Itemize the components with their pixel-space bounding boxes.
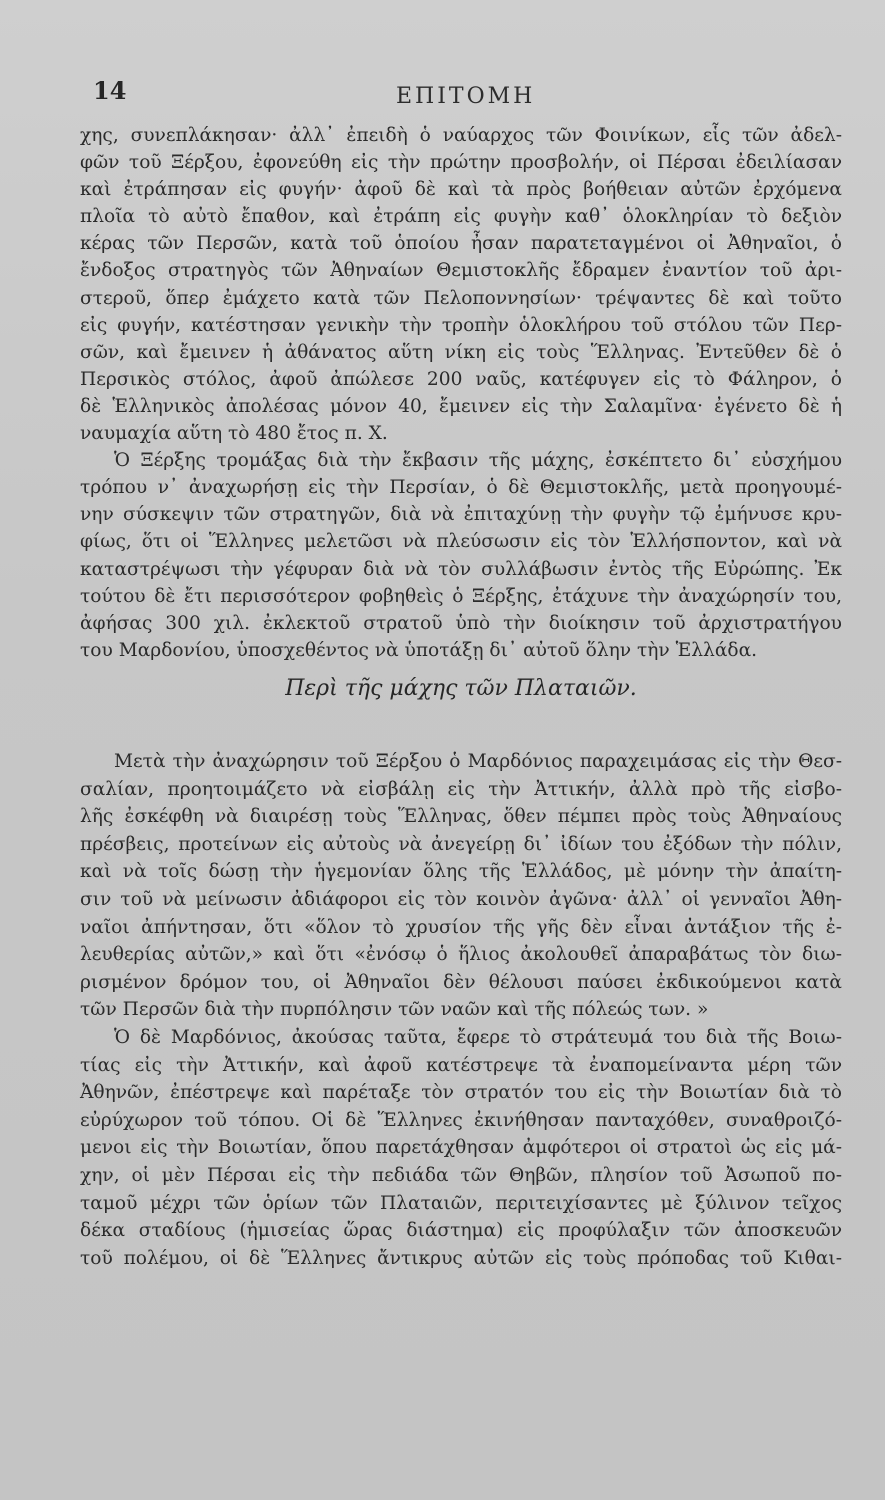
text-line: ταμοῦ μέχρι τῶν ὁρίων τῶν Πλαταιῶν, περιτειχίσαντες μὲ ξύλινον τεῖχος: [80, 1192, 842, 1214]
text-line: Μετὰ τὴν ἀναχώρησιν τοῦ Ξέρξου ὁ Μαρδόνιος παραχειμάσας εἰς τὴν Θεσ-: [114, 751, 842, 772]
text-line: εἰς φυγήν, κατέστησαν γενικὴν τὴν τροπὴν ὁλοκλήρου τοῦ στόλου τῶν Περ-: [80, 314, 842, 336]
paragraph-4: [80, 1024, 842, 1272]
text-line: λῆς ἐσκέφθη νὰ διαιρέσῃ τοὺς Ἕλληνας, ὅθεν πέμπει πρὸς τοὺς Ἀθηναίους: [80, 806, 842, 828]
text-line: ναῖοι ἀπήντησαν, ὅτι «ὅλον τὸ χρυσίον τῆς γῆς δὲν εἶναι ἀντάξιον τῆς ἐ-: [80, 916, 842, 938]
text-line: σαλίαν, προητοιμάζετο νὰ εἰσβάλῃ εἰς τὴν Ἀττικήν, ἀλλὰ πρὸ τῆς εἰσβο-: [80, 778, 842, 800]
text-line: καταστρέψωσι τὴν γέφυραν διὰ νὰ τὸν συλλάβωσιν ἐντὸς τῆς Εὐρώπης. Ἐκ: [80, 558, 842, 580]
text-line: Ὁ Ξέρξης τρομάξας διὰ τὴν ἔκβασιν τῆς μάχης, ἐσκέπτετο δι᾽ εὐσχήμου: [114, 450, 842, 472]
text-line: λευθερίας αὐτῶν,» καὶ ὅτι «ἐνόσῳ ὁ ἥλιος ἀκολουθεῖ ἀπαραβάτως τὸν διω-: [80, 944, 842, 966]
text-line: τῶν Περσῶν διὰ τὴν πυρπόλησιν τῶν ναῶν καὶ τῆς πόλεώς των. »: [80, 999, 709, 1021]
text-line: πρέσβεις, προτείνων εἰς αὐτοὺς νὰ ἀνεγείρῃ δι᾽ ἰδίων του ἐξόδων τὴν πόλιν,: [80, 833, 842, 855]
text-line: ἀφήσας 300 χιλ. ἐκλεκτοῦ στρατοῦ ὑπὸ τὴν διοίκησιν τοῦ ἀρχιστρατήγου: [80, 612, 842, 634]
text-line: εὐρύχωρον τοῦ τόπου. Οἱ δὲ Ἕλληνες ἐκινήθησαν πανταχόθεν, συναθροιζό-: [80, 1109, 842, 1131]
text-line: Περσικὸς στόλος, ἀφοῦ ἀπώλεσε 200 ναῦς, κατέφυγεν εἰς τὸ Φάληρον, ὁ: [80, 368, 842, 390]
upper-text-block: [80, 122, 842, 712]
lower-text-block: [80, 748, 842, 1272]
text-line: ρισμένον δρόμον του, οἱ Ἀθηναῖοι δὲν θέλουσι παύσει ἐκδικούμενοι κατὰ: [80, 971, 842, 993]
text-line: Ὁ δὲ Μαρδόνιος, ἀκούσας ταῦτα, ἔφερε τὸ στράτευμά του διὰ τῆς Βοιω-: [114, 1026, 842, 1048]
text-line: κέρας τῶν Περσῶν, κατὰ τοῦ ὁποίου ἦσαν παρατεταγμένοι οἱ Ἀθηναῖοι, ὁ: [80, 233, 842, 255]
paragraph-2: [80, 447, 842, 664]
text-line: του Μαρδονίου, ὑποσχεθέντος νὰ ὑποτάξῃ δι᾽ αὐτοῦ ὅλην τὴν Ἑλλάδα.: [80, 639, 758, 661]
paragraph-3: [80, 748, 842, 1024]
text-line: σιν τοῦ νὰ μείνωσιν ἀδιάφοροι εἰς τὸν κοινὸν ἀγῶνα· ἀλλ᾽ οἱ γενναῖοι Ἀθη-: [80, 888, 842, 910]
text-line: τίας εἰς τὴν Ἀττικήν, καὶ ἀφοῦ κατέστρεψε τὰ ἐναπομείναντα μέρη τῶν: [80, 1054, 842, 1076]
text-line: δέκα σταδίους (ἡμισείας ὥρας διάστημα) εἰς προφύλαξιν τῶν ἀποσκευῶν: [80, 1220, 842, 1242]
text-line: νην σύσκεψιν τῶν στρατηγῶν, διὰ νὰ ἐπιταχύνῃ τὴν φυγὴν τῷ ἐμήνυσε κρυ-: [80, 504, 842, 526]
text-line: μενοι εἰς τὴν Βοιωτίαν, ὅπου παρετάχθησαν ἀμφότεροι οἱ στρατοὶ ὡς εἰς μά-: [80, 1137, 842, 1159]
text-line: πλοῖα τὸ αὐτὸ ἔπαθον, καὶ ἐτράπη εἰς φυγὴν καθ᾽ ὁλοκληρίαν τὸ δεξιὸν: [80, 206, 842, 228]
text-line: καὶ νὰ τοῖς δώσῃ τὴν ἡγεμονίαν ὅλης τῆς Ἑλλάδος, μὲ μόνην τὴν ἀπαίτη-: [80, 861, 842, 883]
running-head: ΕΠΙΤΟΜΗ: [396, 84, 536, 109]
text-line: δὲ Ἑλληνικὸς ἀπολέσας μόνον 40, ἔμεινεν εἰς τὴν Σαλαμῖνα· ἐγένετο δὲ ἡ: [80, 395, 842, 417]
section-title: Περὶ τῆς μάχης τῶν Πλαταιῶν.: [285, 675, 637, 701]
text-line: χης, συνεπλάκησαν· ἀλλ᾽ ἐπειδὴ ὁ ναύαρχος τῶν Φοινίκων, εἷς τῶν ἀδελ-: [80, 125, 842, 146]
text-line: φίως, ὅτι οἱ Ἕλληνες μελετῶσι νὰ πλεύσωσιν εἰς τὸν Ἑλλήσποντον, καὶ νὰ: [80, 531, 842, 553]
text-line: στεροῦ, ὅπερ ἐμάχετο κατὰ τῶν Πελοποννησίων· τρέψαντες δὲ καὶ τοῦτο: [80, 287, 842, 309]
text-line: τούτου δὲ ἔτι περισσότερον φοβηθεὶς ὁ Ξέρξης, ἐτάχυνε τὴν ἀναχώρησίν του,: [80, 585, 842, 607]
text-line: ναυμαχία αὕτη τὸ 480 ἔτος π. Χ.: [80, 423, 388, 445]
text-line: τρόπου ν᾽ ἀναχωρήσῃ εἰς τὴν Περσίαν, ὁ δὲ Θεμιστοκλῆς, μετὰ προηγουμέ-: [80, 477, 842, 499]
text-line: Ἀθηνῶν, ἐπέστρεψε καὶ παρέταξε τὸν στρατόν του εἰς τὴν Βοιωτίαν διὰ τὸ: [80, 1082, 842, 1104]
text-line: φῶν τοῦ Ξέρξου, ἐφονεύθη εἰς τὴν πρώτην προσβολήν, οἱ Πέρσαι ἐδειλίασαν: [80, 152, 842, 174]
text-line: τοῦ πολέμου, οἱ δὲ Ἕλληνες ἄντικρυς αὐτῶν εἰς τοὺς πρόποδας τοῦ Κιθαι-: [80, 1247, 842, 1269]
text-line: ἔνδοξος στρατηγὸς τῶν Ἀθηναίων Θεμιστοκλῆς ἔδραμεν ἐναντίον τοῦ ἀρι-: [80, 260, 842, 282]
text-line: σῶν, καὶ ἔμεινεν ἡ ἀθάνατος αὕτη νίκη εἰς τοὺς Ἕλληνας. Ἐντεῦθεν δὲ ὁ: [80, 341, 842, 363]
text-line: καὶ ἐτράπησαν εἰς φυγήν· ἀφοῦ δὲ καὶ τὰ πρὸς βοήθειαν αὐτῶν ἐρχόμενα: [80, 179, 842, 201]
text-line: χην, οἱ μὲν Πέρσαι εἰς τὴν πεδιάδα τῶν Θηβῶν, πλησίον τοῦ Ἀσωποῦ πο-: [80, 1164, 842, 1186]
page-number: 14: [93, 76, 127, 105]
paragraph-1: [80, 122, 842, 447]
